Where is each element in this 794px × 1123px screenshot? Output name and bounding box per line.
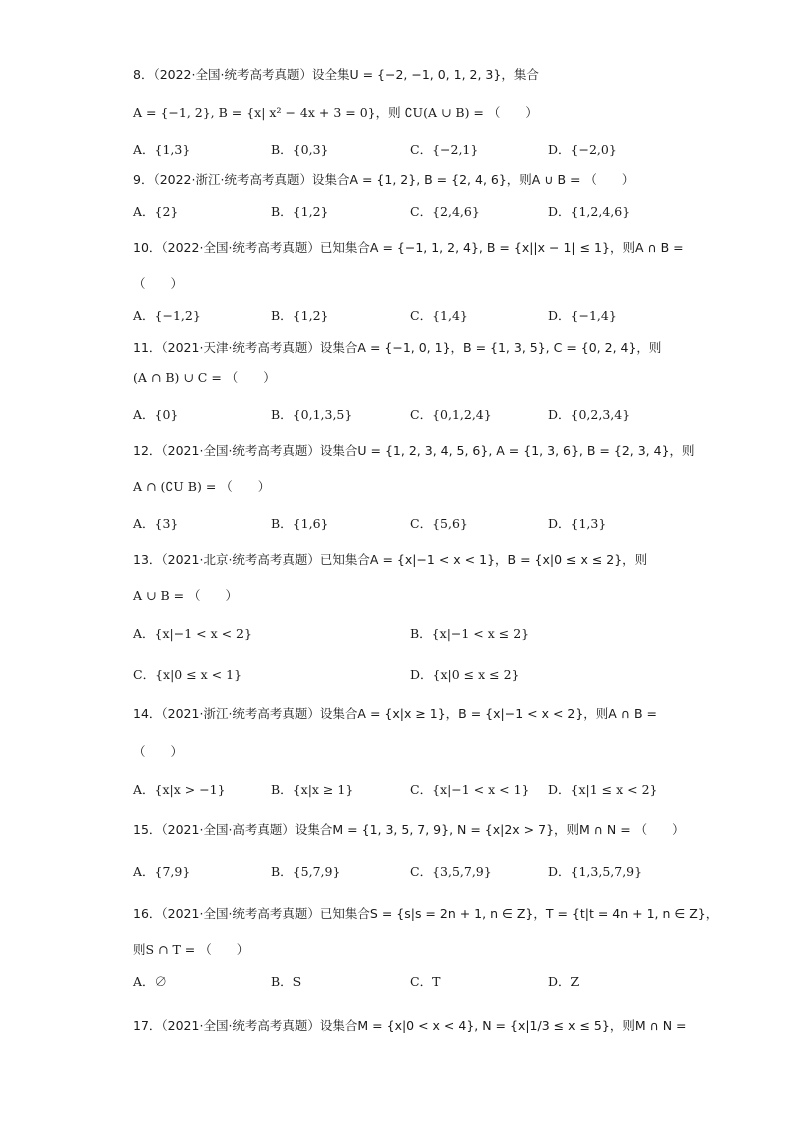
option-d: D．{1,3}: [548, 516, 607, 531]
option-c: C．{x|−1 < x < 1}: [410, 782, 530, 797]
option-a: A．∅: [133, 974, 168, 989]
option-b: B．{1,6}: [271, 516, 329, 531]
option-a: A．{0}: [133, 407, 179, 422]
option-d: D．{x|1 ≤ x < 2}: [548, 782, 658, 797]
question-12-stem: 12．（2021·全国·统考高考真题）设集合U = {1, 2, 3, 4, 5, 6}, A = {1, 3, 6}, B = {2, 3, 4}，则: [133, 443, 695, 458]
option-b: B．{0,1,3,5}: [271, 407, 353, 422]
question-16-options: [133, 972, 653, 990]
question-17-stem: 17．（2021·全国·统考高考真题）设集合M = {x|0 < x < 4}, N = {x|1/3 ≤ x ≤ 5}，则M ∩ N =: [133, 1018, 687, 1033]
option-c: C．{5,6}: [410, 516, 468, 531]
option-c: C．{x|0 ≤ x < 1}: [133, 667, 243, 682]
question-13-options-row-1: [133, 624, 653, 642]
question-10-stem: 10．（2022·全国·统考高考真题）已知集合A = {−1, 1, 2, 4}, B = {x||x − 1| ≤ 1}，则A ∩ B =: [133, 240, 684, 255]
question-8-options: [133, 140, 653, 158]
option-b: B．{5,7,9}: [271, 864, 341, 879]
option-d: D．{−1,4}: [548, 308, 617, 323]
question-13-stem-continued: A ∪ B = （ ）: [133, 588, 239, 603]
question-16-stem: 16．（2021·全国·统考高考真题）已知集合S = {s|s = 2n + 1, n ∈ Z}，T = {t|t = 4n + 1, n ∈ Z}，: [133, 906, 719, 921]
question-16-stem-continued: 则S ∩ T = （ ）: [133, 942, 250, 957]
question-11-options: [133, 405, 653, 423]
question-12-options: [133, 514, 653, 532]
question-9-stem: 9．（2022·浙江·统考高考真题）设集合A = {1, 2}, B = {2, 4, 6}，则A ∪ B = （ ）: [133, 172, 635, 187]
question-14-stem: 14．（2021·浙江·统考高考真题）设集合A = {x|x ≥ 1}，B = {x|−1 < x < 2}，则A ∩ B =: [133, 706, 657, 721]
question-15-options: [133, 862, 653, 880]
question-11-stem: 11．（2021·天津·统考高考真题）设集合A = {−1, 0, 1}，B = {1, 3, 5}, C = {0, 2, 4}，则: [133, 340, 662, 355]
option-d: D．{1,2,4,6}: [548, 204, 631, 219]
option-a: A．{1,3}: [133, 142, 191, 157]
question-9-options: [133, 202, 653, 220]
question-11-stem-continued: (A ∩ B) ∪ C = （ ）: [133, 370, 276, 385]
option-a: A．{2}: [133, 204, 179, 219]
option-a: A．{7,9}: [133, 864, 191, 879]
option-c: C．{0,1,2,4}: [410, 407, 492, 422]
option-b: B．{1,2}: [271, 308, 329, 323]
option-c: C．T: [410, 974, 441, 989]
option-b: B．{1,2}: [271, 204, 329, 219]
question-8-stem-continued: A = {−1, 2}, B = {x| x² − 4x + 3 = 0}，则 ∁U(A ∪ B) = （ ）: [133, 105, 538, 120]
question-15-stem: 15．（2021·全国·高考真题）设集合M = {1, 3, 5, 7, 9}, N = {x|2x > 7}，则M ∩ N = （ ）: [133, 822, 685, 837]
question-13-stem: 13．（2021·北京·统考高考真题）已知集合A = {x|−1 < x < 1}，B = {x|0 ≤ x ≤ 2}，则: [133, 552, 648, 567]
question-10-stem-continued: （ ）: [133, 276, 184, 291]
question-8-stem: 8．（2022·全国·统考高考真题）设全集U = {−2, −1, 0, 1, 2, 3}，集合: [133, 67, 539, 82]
option-d: D．{x|0 ≤ x ≤ 2}: [410, 667, 520, 682]
option-a: A．{−1,2}: [133, 308, 201, 323]
option-b: B．{x|−1 < x ≤ 2}: [410, 626, 530, 641]
question-14-options: [133, 780, 658, 798]
option-d: D．{−2,0}: [548, 142, 617, 157]
option-d: D．{1,3,5,7,9}: [548, 864, 643, 879]
option-c: C．{1,4}: [410, 308, 468, 323]
option-d: D．{0,2,3,4}: [548, 407, 631, 422]
option-a: A．{3}: [133, 516, 179, 531]
question-12-stem-continued: A ∩ (∁U B) = （ ）: [133, 479, 271, 494]
option-b: B．{x|x ≥ 1}: [271, 782, 354, 797]
option-c: C．{2,4,6}: [410, 204, 480, 219]
option-a: A．{x|x > −1}: [133, 782, 226, 797]
question-14-stem-continued: （ ）: [133, 744, 184, 759]
question-13-options-row-2: [133, 665, 653, 683]
option-b: B．{0,3}: [271, 142, 329, 157]
option-c: C．{3,5,7,9}: [410, 864, 492, 879]
option-b: B．S: [271, 974, 302, 989]
question-10-options: [133, 306, 653, 324]
option-a: A．{x|−1 < x < 2}: [133, 626, 252, 641]
option-d: D．Z: [548, 974, 580, 989]
option-c: C．{−2,1}: [410, 142, 479, 157]
